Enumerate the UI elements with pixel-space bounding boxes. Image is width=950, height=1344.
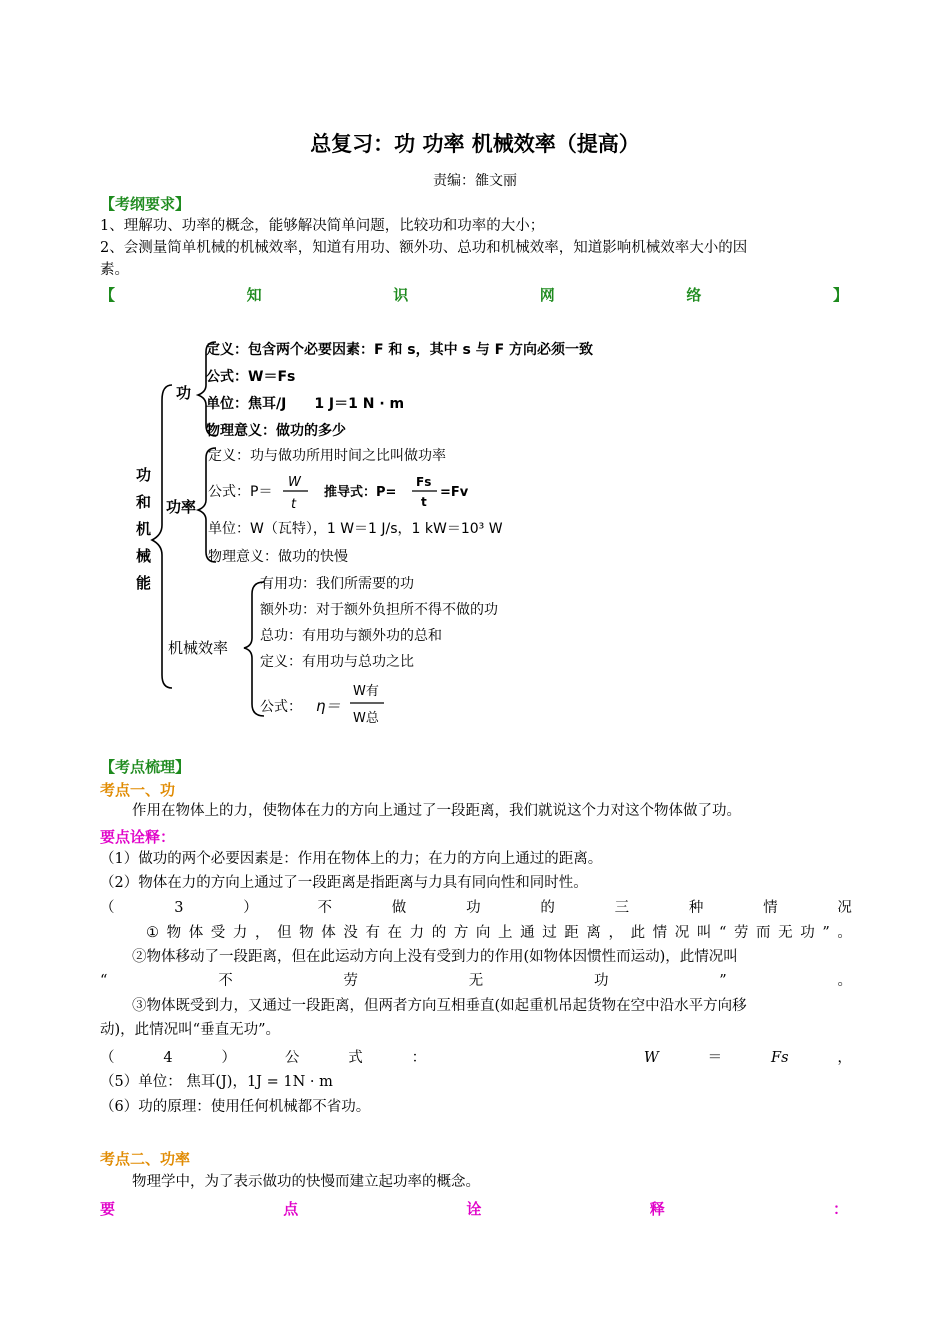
point1-item-3c: ③物体既受到力，又通过一段距离，但两者方向互相垂直(如起重机吊起货物在空中沿水平方向移 <box>132 998 747 1014</box>
efficiency-extra: 额外功：对于额外负担所不得不做的功 <box>260 602 498 618</box>
efficiency-definition: 定义：有用功与总功之比 <box>260 654 414 670</box>
point1-item-2: （2）物体在力的方向上通过了一段距离是指距离与力具有同向性和同时性。 <box>100 875 588 891</box>
power-unit: 单位：W（瓦特），1 W＝1 J/s，1 kW＝10³ W <box>208 521 503 537</box>
root-char: 功 <box>136 466 152 484</box>
outline-item: 素。 <box>100 262 129 278</box>
network-heading: 【 知 识 网 络 】 <box>100 286 848 304</box>
power-definition: 定义：功与做功所用时间之比叫做功率 <box>208 448 446 464</box>
efficiency-numerator: W有 <box>353 684 379 699</box>
root-char: 械 <box>136 547 152 565</box>
work-formula: 公式：W＝Fs <box>206 369 296 385</box>
efficiency-total: 总功：有用功与额外功的总和 <box>260 628 442 644</box>
power-formula-denominator: t <box>291 497 297 512</box>
outline-heading: 【考纲要求】 <box>100 195 191 213</box>
work-definition: 定义：包含两个必要因素：F 和 s，其中 s 与 F 方向必须一致 <box>206 342 594 358</box>
point2-heading: 考点二、功率 <box>100 1150 191 1168</box>
efficiency-useful: 有用功：我们所需要的功 <box>260 576 414 592</box>
power-meaning: 物理意义：做功的快慢 <box>208 549 348 565</box>
outline-item: 1、理解功、功率的概念，能够解决简单问题，比较功和功率的大小； <box>100 218 545 234</box>
root-char: 能 <box>136 574 152 592</box>
point1-item-6: （6）功的原理：使用任何机械都不省功。 <box>100 1099 371 1115</box>
knowledge-network-diagram <box>136 330 696 730</box>
efficiency-formula-prefix: 公式： <box>260 699 302 715</box>
outline-list <box>100 215 855 281</box>
efficiency-denominator: W总 <box>353 711 379 726</box>
power-formula-prefix: 公式：P＝ <box>208 484 273 500</box>
power-derived-numerator: Fs <box>416 475 432 489</box>
point2-intro: 物理学中，为了表示做功的快慢而建立起功率的概念。 <box>132 1174 480 1190</box>
point1-item-1: （1）做功的两个必要因素是：作用在物体上的力；在力的方向上通过的距离。 <box>100 851 603 867</box>
point1-note-heading: 要点诠释： <box>100 828 176 846</box>
point1-item-3a: ① 物 体 受 力 ， 但 物 体 没 有 在 力 的 方 向 上 通 过 距 离 ， 此 情 况 叫 “ 劳 而 无 功 ” 。 <box>146 925 852 941</box>
point1-item-3-heading: （ 3 ） 不 做 功 的 三 种 情 况 <box>100 900 852 916</box>
sort-heading: 【考点梳理】 <box>100 758 191 776</box>
power-formula-numerator: W <box>288 475 301 490</box>
efficiency-label: 机械效率 <box>168 639 229 657</box>
point1-heading: 考点一、功 <box>100 781 176 799</box>
power-brace <box>198 448 216 562</box>
root-char: 和 <box>136 493 152 511</box>
efficiency-eta: η＝ <box>316 697 341 715</box>
work-label: 功 <box>176 384 192 402</box>
work-unit: 单位：焦耳/J 1 J＝1 N · m <box>206 396 405 412</box>
root-char: 机 <box>136 520 152 538</box>
point1-item-3c-cont: 动)，此情况叫“垂直无功”。 <box>100 1022 280 1038</box>
point1-item-5: （5）单位： 焦耳(J)，1J = 1N · m <box>100 1074 333 1090</box>
point1-intro: 作用在物体上的力，使物体在力的方向上通过了一段距离，我们就说这个力对这个物体做了功。 <box>132 803 741 819</box>
power-derived-label: 推导式：P= <box>324 485 397 500</box>
power-derived-suffix: =Fv <box>440 485 469 500</box>
power-label: 功率 <box>166 498 197 516</box>
point1-item-3b: ②物体移动了一段距离，但在此运动方向上没有受到力的作用(如物体因惯性而运动)，此情况叫 <box>132 949 738 965</box>
point1-item-4: （ 4 ） 公 式 ： W ＝ Fs ， <box>100 1050 852 1066</box>
outline-item: 2、会测量简单机械的机械效率，知道有用功、额外功、总功和机械效率，知道影响机械效率大小的因 <box>100 240 748 256</box>
power-derived-denominator: t <box>421 495 427 509</box>
page-title: 总复习：功 功率 机械效率（提高） <box>310 131 640 156</box>
work-meaning: 物理意义：做功的多少 <box>206 423 346 439</box>
point2-note-heading: 要 点 诠 释 ： <box>100 1200 848 1218</box>
point1-item-3b-cont: “ 不 劳 无 功 ” 。 <box>100 973 852 989</box>
editor-line: 责编：雒文丽 <box>433 173 517 189</box>
